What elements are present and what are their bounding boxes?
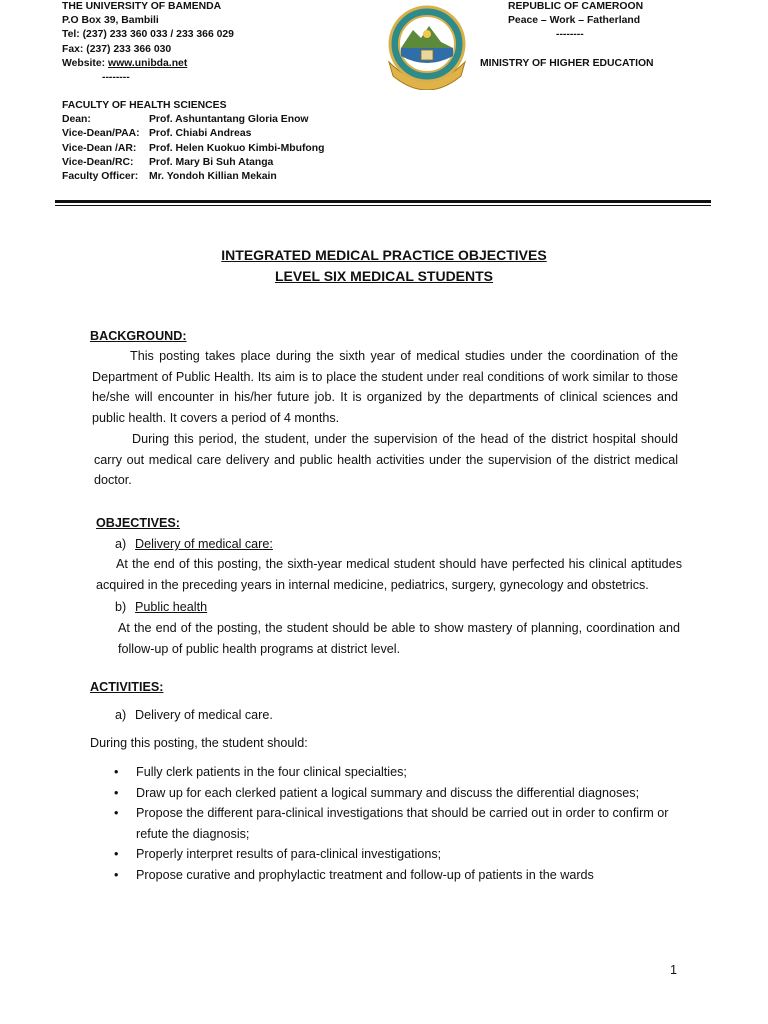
telephone: Tel: (237) 233 360 033 / 233 366 029 [62, 29, 234, 41]
page-number: 1 [670, 963, 678, 977]
background-paragraph-2: During this period, the student, under the supervision of the head of the district hospital should carry out medical care delivery and public health activities under the supervision of the district medical doctor. [94, 432, 678, 487]
objective-a-label: a) [115, 537, 127, 551]
list-item-text: Properly interpret results of para-clinical investigations; [136, 847, 442, 861]
official-name: Mr. Yondoh Killian Mekain [149, 171, 277, 183]
country-name: REPUBLIC OF CAMEROON [508, 1, 644, 12]
header-rule-thin [55, 205, 711, 206]
official-row [62, 156, 324, 170]
official-name: Prof. Chiabi Andreas [149, 128, 252, 140]
document-title: INTEGRATED MEDICAL PRACTICE OBJECTIVES [221, 247, 547, 263]
document-subtitle: LEVEL SIX MEDICAL STUDENTS [274, 268, 494, 284]
header-rule-thick [55, 200, 711, 203]
activities-heading: ACTIVITIES: [90, 680, 164, 694]
list-item [114, 762, 680, 783]
website-link[interactable]: www.unibda.net [108, 57, 188, 69]
official-name: Prof. Helen Kuokuo Kimbi-Mbufong [149, 142, 325, 154]
institution-name: THE UNIVERSITY OF BAMENDA [62, 1, 222, 12]
list-item-text: Fully clerk patients in the four clinical specialties; [136, 765, 407, 779]
left-separator: -------- [102, 72, 130, 84]
ministry-block [480, 0, 654, 71]
activities-list [114, 762, 680, 885]
official-name: Prof. Mary Bi Suh Atanga [149, 156, 274, 168]
list-item [114, 803, 680, 844]
background-paragraph-1: This posting takes place during the sixth year of medical studies under the coordination of the Department of Public Health. Its aim is to place the student under real conditions of work similar to those he/she will encounter in his/her future job. It is organized by the departments of clinical sciences and public health. It covers a period of 4 months. [92, 349, 678, 425]
bullet-icon: • [114, 847, 119, 861]
bullet-icon: • [114, 867, 119, 882]
objectives-heading: OBJECTIVES: [96, 516, 180, 530]
official-role: Faculty Officer: [62, 171, 139, 183]
list-item [114, 865, 680, 886]
bullet-icon: • [114, 765, 119, 779]
official-row [62, 127, 324, 141]
background-heading: BACKGROUND: [90, 329, 187, 343]
official-name: Prof. Ashuntantang Gloria Enow [149, 114, 309, 126]
objective-a-text: At the end of this posting, the sixth-year medical student should have perfected his clinical aptitudes acquired in the preceding years in internal medicine, pediatrics, surgery, gynecology and obstetrics. [96, 557, 682, 592]
objective-b-text: At the end of the posting, the student should be able to show mastery of planning, coordination and follow-up of public health programs at district level. [118, 621, 680, 656]
website-label: Website: [62, 57, 108, 69]
objective-b-title: Public health [135, 600, 208, 614]
website-row [62, 57, 234, 71]
list-item-text: Draw up for each clerked patient a logical summary and discuss the differential diagnoses; [136, 785, 640, 800]
ministry-name: MINISTRY OF HIGHER EDUCATION [480, 57, 654, 69]
bullet-icon: • [114, 785, 119, 800]
list-item [114, 783, 680, 804]
university-seal-icon [383, 4, 471, 90]
official-row [62, 170, 324, 184]
official-role: Vice-Dean /AR: [62, 142, 137, 154]
postal-address: P.O Box 39, Bambili [62, 15, 159, 27]
activity-a-title: Delivery of medical care. [135, 708, 273, 722]
official-row [62, 113, 324, 127]
right-separator: -------- [556, 29, 584, 41]
objective-b-label: b) [115, 600, 127, 614]
objective-a-title: Delivery of medical care: [135, 537, 273, 551]
fax: Fax: (237) 233 366 030 [62, 43, 172, 55]
activities-intro: During this posting, the student should: [90, 736, 308, 750]
official-row [62, 142, 324, 156]
list-item-text: Propose curative and prophylactic treatment and follow-up of patients in the wards [136, 867, 594, 882]
official-role: Vice-Dean/RC: [62, 156, 134, 168]
country-motto: Peace – Work – Fatherland [508, 15, 641, 27]
official-role: Vice-Dean/PAA: [62, 128, 140, 140]
bullet-icon: • [114, 806, 119, 820]
list-item-text: Propose the different para-clinical investigations that should be carried out in order to confirm or refute the diagnosis; [136, 806, 669, 841]
activity-a-label: a) [115, 708, 127, 722]
official-role: Dean: [62, 114, 91, 126]
list-item [114, 844, 680, 865]
faculty-block [62, 99, 324, 184]
faculty-name: FACULTY OF HEALTH SCIENCES [62, 100, 227, 111]
institution-block [62, 0, 234, 85]
